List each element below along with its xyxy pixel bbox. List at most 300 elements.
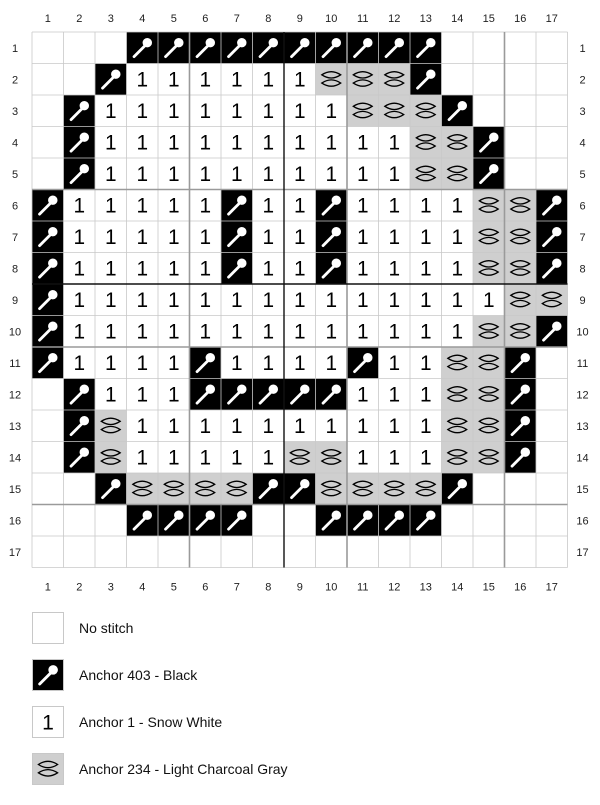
stitch-cell xyxy=(158,379,190,411)
column-number-bottom: 4 xyxy=(139,581,146,594)
stitch-cell xyxy=(253,284,285,316)
stitch-cell xyxy=(442,473,474,505)
legend-label: No stitch xyxy=(79,620,134,636)
stitch-symbol: 1 xyxy=(419,414,432,438)
stitch-cell xyxy=(158,190,190,222)
stitch-symbol: 1 xyxy=(167,225,180,249)
stitch-cell xyxy=(190,32,222,64)
stitch-cell xyxy=(64,347,96,379)
stitch-cell xyxy=(127,32,159,64)
stitch-cell xyxy=(536,473,568,505)
stitch-cell xyxy=(127,347,159,379)
stitch-cell xyxy=(347,221,379,253)
legend-label: Anchor 403 - Black xyxy=(79,667,198,683)
column-number-bottom: 5 xyxy=(170,581,177,594)
stitch-cell xyxy=(473,316,505,348)
stitch-symbol: 1 xyxy=(356,194,369,218)
stitch-symbol: 1 xyxy=(104,131,117,155)
stitch-cell xyxy=(64,158,96,190)
stitch-cell xyxy=(379,505,411,537)
stitch-cell xyxy=(95,442,127,474)
stitch-symbol: 1 xyxy=(73,194,86,218)
row-number-left: 2 xyxy=(11,74,19,87)
stitch-cell xyxy=(221,190,253,222)
stitch-symbol: 1 xyxy=(136,320,149,344)
stitch-symbol: 1 xyxy=(451,288,464,312)
stitch-cell xyxy=(127,316,159,348)
stitch-cell xyxy=(473,221,505,253)
stitch-symbol: 1 xyxy=(167,383,180,407)
stitch-symbol: 1 xyxy=(419,351,432,375)
stitch-cell xyxy=(379,284,411,316)
stitch-symbol: 1 xyxy=(325,320,338,344)
stitch-cell xyxy=(253,505,285,537)
stitch-cell xyxy=(473,442,505,474)
stitch-symbol: 1 xyxy=(325,414,338,438)
stitch-symbol: 1 xyxy=(104,288,117,312)
stitch-symbol: 1 xyxy=(293,288,306,312)
stitch-cell xyxy=(221,284,253,316)
stitch-cell xyxy=(32,190,64,222)
stitch-cell xyxy=(253,473,285,505)
stitch-cell xyxy=(316,379,348,411)
stitch-cell xyxy=(158,253,190,285)
stitch-cell xyxy=(158,536,190,568)
stitch-symbol: 1 xyxy=(293,99,306,123)
row-number-left: 5 xyxy=(11,168,19,181)
row-number-right: 12 xyxy=(576,389,589,402)
stitch-symbol: 1 xyxy=(199,414,212,438)
stitch-symbol: 1 xyxy=(167,68,180,92)
column-number-top: 16 xyxy=(514,13,527,25)
stitch-cell xyxy=(442,536,474,568)
stitch-cell xyxy=(536,442,568,474)
stitch-cell xyxy=(505,32,537,64)
column-number-bottom: 2 xyxy=(76,581,83,594)
legend-swatch xyxy=(32,659,64,691)
stitch-cell xyxy=(221,347,253,379)
row-number-right: 3 xyxy=(579,105,586,118)
stitch-cell xyxy=(190,536,222,568)
stitch-cell xyxy=(347,505,379,537)
stitch-symbol: 1 xyxy=(262,99,275,123)
stitch-cell xyxy=(32,221,64,253)
stitch-symbol: 1 xyxy=(199,446,212,470)
stitch-cell xyxy=(347,284,379,316)
stitch-cell xyxy=(410,95,442,127)
stitch-cell xyxy=(347,190,379,222)
stitch-symbol: 1 xyxy=(262,225,275,249)
stitch-cell xyxy=(473,158,505,190)
stitch-symbol: 1 xyxy=(136,351,149,375)
stitch-cell xyxy=(284,347,316,379)
stitch-cell xyxy=(190,442,222,474)
stitch-cell xyxy=(505,221,537,253)
stitch-cell xyxy=(32,64,64,96)
stitch-symbol: 1 xyxy=(419,225,432,249)
stitch-symbol: 1 xyxy=(388,225,401,249)
stitch-symbol: 1 xyxy=(293,351,306,375)
stitch-cell xyxy=(284,95,316,127)
stitch-cell xyxy=(379,32,411,64)
stitch-cell xyxy=(505,127,537,159)
stitch-cell xyxy=(316,95,348,127)
stitch-cell xyxy=(284,64,316,96)
stitch-cell xyxy=(442,158,474,190)
stitch-symbol: 1 xyxy=(262,257,275,281)
stitch-symbol: 1 xyxy=(136,446,149,470)
stitch-cell xyxy=(473,379,505,411)
stitch-cell xyxy=(32,347,64,379)
stitch-cell xyxy=(505,536,537,568)
legend-item xyxy=(32,659,552,691)
stitch-cell xyxy=(379,190,411,222)
column-number-bottom: 17 xyxy=(545,581,558,594)
row-number-left: 10 xyxy=(8,326,22,339)
stitch-cell xyxy=(127,284,159,316)
stitch-symbol: 1 xyxy=(73,225,86,249)
column-number-top: 4 xyxy=(139,13,146,25)
stitch-cell xyxy=(410,253,442,285)
stitch-cell xyxy=(473,505,505,537)
stitch-cell xyxy=(410,442,442,474)
stitch-cell xyxy=(442,316,474,348)
stitch-symbol: 1 xyxy=(104,320,117,344)
column-number-top: 13 xyxy=(419,13,432,25)
stitch-cell xyxy=(158,158,190,190)
column-number-top: 2 xyxy=(76,13,83,25)
stitch-cell xyxy=(505,473,537,505)
legend-item xyxy=(32,706,552,738)
stitch-cell xyxy=(95,95,127,127)
stitch-symbol: 1 xyxy=(104,225,117,249)
row-number-left: 14 xyxy=(8,452,22,465)
legend-label: Anchor 234 - Light Charcoal Gray xyxy=(79,761,288,777)
stitch-cell xyxy=(536,95,568,127)
stitch-cell xyxy=(127,158,159,190)
stitch-cell xyxy=(379,158,411,190)
legend-swatch xyxy=(32,753,64,785)
stitch-cell xyxy=(64,284,96,316)
stitch-symbol: 1 xyxy=(419,194,432,218)
column-number-top: 8 xyxy=(265,13,272,25)
stitch-cell xyxy=(347,316,379,348)
stitch-symbol: 1 xyxy=(136,257,149,281)
stitch-symbol: 1 xyxy=(419,383,432,407)
stitch-cell xyxy=(253,253,285,285)
stitch-symbol: 1 xyxy=(230,162,243,186)
stitch-symbol: 1 xyxy=(388,162,401,186)
stitch-symbol: 1 xyxy=(451,320,464,344)
stitch-cell xyxy=(536,64,568,96)
stitch-cell xyxy=(379,379,411,411)
row-number-left: 17 xyxy=(8,546,22,559)
stitch-symbol: 1 xyxy=(136,68,149,92)
stitch-cell xyxy=(473,95,505,127)
stitch-cell xyxy=(473,410,505,442)
stitch-symbol: 1 xyxy=(262,194,275,218)
stitch-symbol: 1 xyxy=(451,225,464,249)
stitch-symbol: 1 xyxy=(293,131,306,155)
stitch-cell xyxy=(127,95,159,127)
stitch-symbol: 1 xyxy=(136,383,149,407)
stitch-cell xyxy=(253,410,285,442)
stitch-cell xyxy=(221,64,253,96)
stitch-cell xyxy=(536,127,568,159)
row-number-right: 7 xyxy=(579,231,586,244)
row-number-right: 6 xyxy=(579,200,586,213)
stitch-cell xyxy=(442,379,474,411)
stitch-cell xyxy=(442,221,474,253)
stitch-cell xyxy=(158,284,190,316)
column-number-top: 3 xyxy=(107,13,114,25)
stitch-cell xyxy=(127,442,159,474)
stitch-cell xyxy=(64,316,96,348)
stitch-cell xyxy=(379,64,411,96)
stitch-cell xyxy=(410,505,442,537)
stitch-symbol: 1 xyxy=(167,351,180,375)
stitch-symbol: 1 xyxy=(199,131,212,155)
stitch-cell xyxy=(95,127,127,159)
stitch-cell xyxy=(316,64,348,96)
row-number-left: 13 xyxy=(8,420,22,433)
stitch-cell xyxy=(32,158,64,190)
stitch-cell xyxy=(64,442,96,474)
stitch-cell xyxy=(536,284,568,316)
column-number-bottom: 16 xyxy=(514,581,527,594)
stitch-cell xyxy=(316,253,348,285)
stitch-cell xyxy=(505,505,537,537)
stitch-symbol: 1 xyxy=(451,194,464,218)
stitch-cell xyxy=(190,190,222,222)
stitch-cell xyxy=(536,379,568,411)
stitch-cell xyxy=(536,158,568,190)
stitch-symbol: 1 xyxy=(136,288,149,312)
stitch-cell xyxy=(158,127,190,159)
column-number-top: 14 xyxy=(451,13,464,25)
row-number-left: 6 xyxy=(11,200,19,213)
stitch-cell xyxy=(284,316,316,348)
column-number-bottom: 8 xyxy=(265,581,272,594)
stitch-cell xyxy=(505,158,537,190)
stitch-cell xyxy=(505,379,537,411)
row-number-right: 17 xyxy=(576,546,589,559)
row-number-right: 1 xyxy=(579,42,586,55)
stitch-symbol: 1 xyxy=(293,194,306,218)
stitch-cell xyxy=(536,347,568,379)
stitch-cell xyxy=(316,221,348,253)
column-number-bottom: 14 xyxy=(451,581,464,594)
stitch-symbol: 1 xyxy=(388,383,401,407)
stitch-symbol: 1 xyxy=(325,131,338,155)
stitch-cell xyxy=(379,253,411,285)
stitch-cell xyxy=(253,158,285,190)
stitch-cell xyxy=(253,221,285,253)
column-number-bottom: 11 xyxy=(357,581,369,594)
stitch-cell xyxy=(64,505,96,537)
row-number-left: 11 xyxy=(9,357,21,370)
stitch-cell xyxy=(379,536,411,568)
stitch-symbol: 1 xyxy=(167,288,180,312)
stitch-cell xyxy=(473,253,505,285)
stitch-cell xyxy=(253,536,285,568)
row-number-right: 8 xyxy=(579,263,586,276)
stitch-cell xyxy=(316,158,348,190)
stitch-cell xyxy=(347,379,379,411)
stitch-cell xyxy=(190,127,222,159)
stitch-cell xyxy=(95,536,127,568)
stitch-cell xyxy=(347,95,379,127)
stitch-cell xyxy=(379,95,411,127)
stitch-cell xyxy=(64,190,96,222)
stitch-cell xyxy=(410,410,442,442)
stitch-cell xyxy=(284,379,316,411)
stitch-symbol: 1 xyxy=(388,446,401,470)
stitch-symbol: 1 xyxy=(262,162,275,186)
column-number-top: 17 xyxy=(545,13,558,25)
stitch-cell xyxy=(190,221,222,253)
stitch-symbol: 1 xyxy=(230,68,243,92)
stitch-cell xyxy=(158,221,190,253)
stitch-cell xyxy=(64,536,96,568)
column-number-top: 10 xyxy=(325,13,338,25)
column-number-top: 7 xyxy=(233,13,240,25)
stitch-cell xyxy=(221,32,253,64)
stitch-symbol: 1 xyxy=(356,288,369,312)
stitch-cell xyxy=(64,410,96,442)
stitch-symbol: 1 xyxy=(388,257,401,281)
stitch-cell xyxy=(410,473,442,505)
stitch-cell xyxy=(158,410,190,442)
stitch-cell xyxy=(127,410,159,442)
stitch-symbol: 1 xyxy=(136,131,149,155)
stitch-cell xyxy=(32,536,64,568)
stitch-symbol: 1 xyxy=(356,162,369,186)
column-number-top: 5 xyxy=(170,13,177,25)
stitch-cell xyxy=(95,410,127,442)
column-number-bottom: 15 xyxy=(482,581,495,594)
stitch-cell xyxy=(505,347,537,379)
column-number-top: 11 xyxy=(357,13,369,25)
column-number-bottom: 12 xyxy=(388,581,401,594)
stitch-cell xyxy=(190,158,222,190)
stitch-cell xyxy=(379,442,411,474)
stitch-cell xyxy=(316,473,348,505)
stitch-cell xyxy=(316,316,348,348)
stitch-cell xyxy=(316,536,348,568)
stitch-symbol: 1 xyxy=(388,131,401,155)
row-number-left: 12 xyxy=(8,389,22,402)
stitch-cell xyxy=(347,32,379,64)
stitch-cell xyxy=(284,505,316,537)
stitch-cell xyxy=(158,505,190,537)
stitch-cell xyxy=(64,379,96,411)
stitch-symbol: 1 xyxy=(419,257,432,281)
stitch-cell xyxy=(442,32,474,64)
row-number-right: 13 xyxy=(576,420,589,433)
stitch-cell xyxy=(95,316,127,348)
stitch-symbol: 1 xyxy=(136,194,149,218)
stitch-cell xyxy=(410,127,442,159)
stitch-symbol: 1 xyxy=(199,320,212,344)
stitch-cell xyxy=(379,127,411,159)
stitch-cell xyxy=(221,316,253,348)
stitch-cell xyxy=(284,442,316,474)
stitch-cell xyxy=(442,347,474,379)
stitch-symbol: 1 xyxy=(293,225,306,249)
stitch-cell xyxy=(253,127,285,159)
column-number-bottom: 9 xyxy=(296,581,303,594)
stitch-symbol: 1 xyxy=(388,288,401,312)
stitch-cell xyxy=(410,190,442,222)
column-number-bottom: 10 xyxy=(325,581,338,594)
stitch-symbol: 1 xyxy=(482,288,495,312)
stitch-cell xyxy=(379,473,411,505)
stitch-cell xyxy=(32,379,64,411)
stitch-symbol: 1 xyxy=(262,320,275,344)
stitch-symbol: 1 xyxy=(199,288,212,312)
chart-legend xyxy=(32,612,552,800)
stitch-cell xyxy=(127,379,159,411)
stitch-symbol: 1 xyxy=(167,162,180,186)
stitch-cell xyxy=(505,316,537,348)
stitch-cell xyxy=(158,316,190,348)
stitch-cell xyxy=(284,473,316,505)
stitch-cell xyxy=(536,316,568,348)
stitch-cell xyxy=(190,284,222,316)
stitch-symbol: 1 xyxy=(167,194,180,218)
row-number-right: 11 xyxy=(576,357,589,370)
stitch-cell xyxy=(284,536,316,568)
stitch-cell xyxy=(410,64,442,96)
stitch-cell xyxy=(347,473,379,505)
stitch-cell xyxy=(442,190,474,222)
stitch-cell xyxy=(284,284,316,316)
stitch-cell xyxy=(95,32,127,64)
stitch-cell xyxy=(32,505,64,537)
stitch-symbol: 1 xyxy=(104,99,117,123)
stitch-cell xyxy=(347,410,379,442)
stitch-cell xyxy=(190,253,222,285)
stitch-symbol: 1 xyxy=(73,320,86,344)
stitch-symbol: 1 xyxy=(356,225,369,249)
stitch-cell xyxy=(347,64,379,96)
stitch-cell xyxy=(536,536,568,568)
row-number-left: 1 xyxy=(11,42,19,55)
stitch-symbol: 1 xyxy=(293,257,306,281)
stitch-symbol: 1 xyxy=(262,288,275,312)
stitch-cell xyxy=(64,95,96,127)
stitch-cell xyxy=(95,253,127,285)
legend-label: Anchor 1 - Snow White xyxy=(79,714,223,730)
stitch-symbol: 1 xyxy=(356,446,369,470)
stitch-cell xyxy=(32,32,64,64)
stitch-cell xyxy=(442,284,474,316)
stitch-symbol: 1 xyxy=(167,257,180,281)
stitch-cell xyxy=(253,316,285,348)
stitch-cell xyxy=(32,473,64,505)
stitch-cell xyxy=(253,347,285,379)
stitch-cell xyxy=(347,127,379,159)
stitch-symbol: 1 xyxy=(419,288,432,312)
stitch-symbol: 1 xyxy=(388,351,401,375)
column-number-top: 15 xyxy=(482,13,495,25)
stitch-cell xyxy=(473,473,505,505)
column-number-bottom: 6 xyxy=(202,581,209,594)
stitch-symbol: 1 xyxy=(230,320,243,344)
stitch-symbol: 1 xyxy=(388,194,401,218)
stitch-cell xyxy=(442,95,474,127)
